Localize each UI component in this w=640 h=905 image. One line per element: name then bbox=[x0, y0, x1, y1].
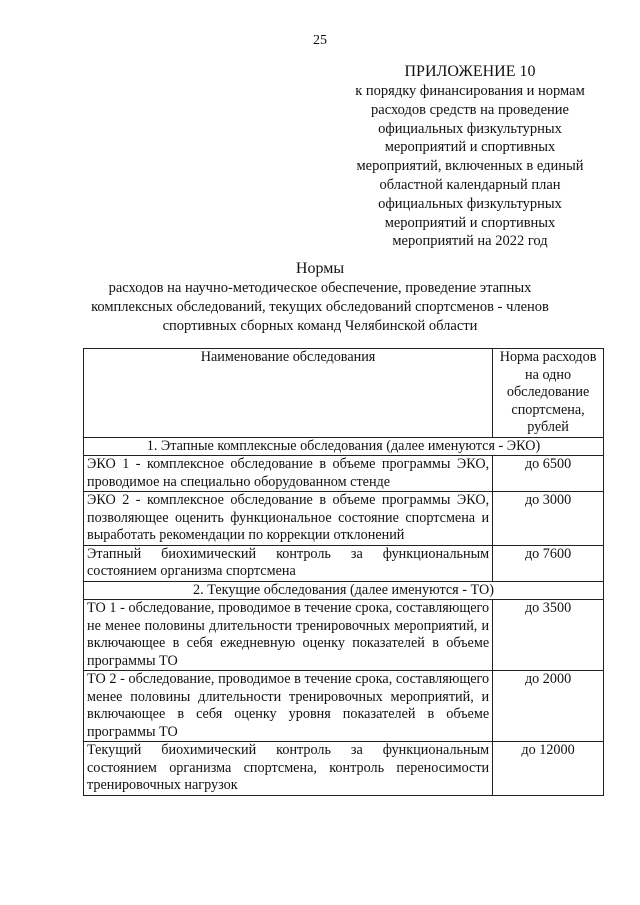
exam-name: ТО 2 - обследование, проводимое в течение срока, составляющего менее половины длительности тренировочных мероприятий, и включающее в себя оценку уровня показателей в объеме программы ТО bbox=[84, 671, 493, 742]
appendix-line: мероприятий и спортивных bbox=[384, 214, 556, 231]
section-title: 1. Этапные комплексные обследования (далее именуются - ЭКО) bbox=[84, 437, 604, 456]
appendix-line: мероприятий, включенных в единый bbox=[356, 158, 584, 175]
appendix-block bbox=[330, 62, 610, 251]
exam-name: ТО 1 - обследование, проводимое в течение срока, составляющего не менее половины длительности тренировочных мероприятий, и включающее в себя ежедневную оценку показателей в объеме программы ТО bbox=[84, 600, 493, 671]
section-row bbox=[84, 437, 604, 456]
exam-norm: до 7600 bbox=[493, 545, 604, 581]
exam-name: ЭКО 1 - комплексное обследование в объеме программы ЭКО, проводимое на специально оборудованном стенде bbox=[84, 456, 493, 492]
appendix-line: официальных физкультурных bbox=[378, 195, 562, 212]
page-number: 25 bbox=[313, 33, 327, 48]
document-heading bbox=[0, 258, 640, 335]
section-row bbox=[84, 581, 604, 600]
exam-norm: до 12000 bbox=[493, 742, 604, 796]
appendix-title: ПРИЛОЖЕНИЕ 10 bbox=[404, 63, 536, 80]
table-row bbox=[84, 671, 604, 742]
exam-norm: до 3000 bbox=[493, 492, 604, 546]
heading-line: спортивных сборных команд Челябинской области bbox=[162, 317, 478, 334]
appendix-line: официальных физкультурных bbox=[378, 120, 562, 137]
exam-norm: до 3500 bbox=[493, 600, 604, 671]
section-title: 2. Текущие обследования (далее именуются - ТО) bbox=[84, 581, 604, 600]
appendix-line: расходов средств на проведение bbox=[371, 101, 569, 118]
heading-title: Нормы bbox=[295, 260, 345, 277]
table-row bbox=[84, 456, 604, 492]
column-header-name: Наименование обследования bbox=[84, 349, 493, 438]
appendix-line: областной календарный план bbox=[379, 176, 561, 193]
table-row bbox=[84, 492, 604, 546]
table-row bbox=[84, 545, 604, 581]
appendix-line: к порядку финансирования и нормам bbox=[355, 83, 585, 99]
appendix-line: мероприятий и спортивных bbox=[384, 139, 556, 156]
exam-name: ЭКО 2 - комплексное обследование в объеме программы ЭКО, позволяющее оценить функциональное состояние спортсмена и выработать рекомендации по коррекции отклонений bbox=[84, 492, 493, 546]
table-header-row bbox=[84, 349, 604, 438]
appendix-line: мероприятий на 2022 год bbox=[392, 233, 548, 250]
exam-norm: до 2000 bbox=[493, 671, 604, 742]
table-row bbox=[84, 600, 604, 671]
exam-name: Этапный биохимический контроль за функциональным состоянием организма спортсмена bbox=[84, 545, 493, 581]
exam-norm: до 6500 bbox=[493, 456, 604, 492]
table-row bbox=[84, 742, 604, 796]
heading-line: комплексных обследований, текущих обследований спортсменов - членов bbox=[91, 298, 549, 315]
exam-name: Текущий биохимический контроль за функциональным состоянием организма спортсмена, контроль переносимости тренировочных нагрузок bbox=[84, 742, 493, 796]
column-header-norm: Норма расходов на одно обследование спортсмена, рублей bbox=[493, 349, 604, 438]
heading-line: расходов на научно-методическое обеспечение, проведение этапных bbox=[108, 280, 532, 296]
norms-table bbox=[83, 348, 604, 796]
